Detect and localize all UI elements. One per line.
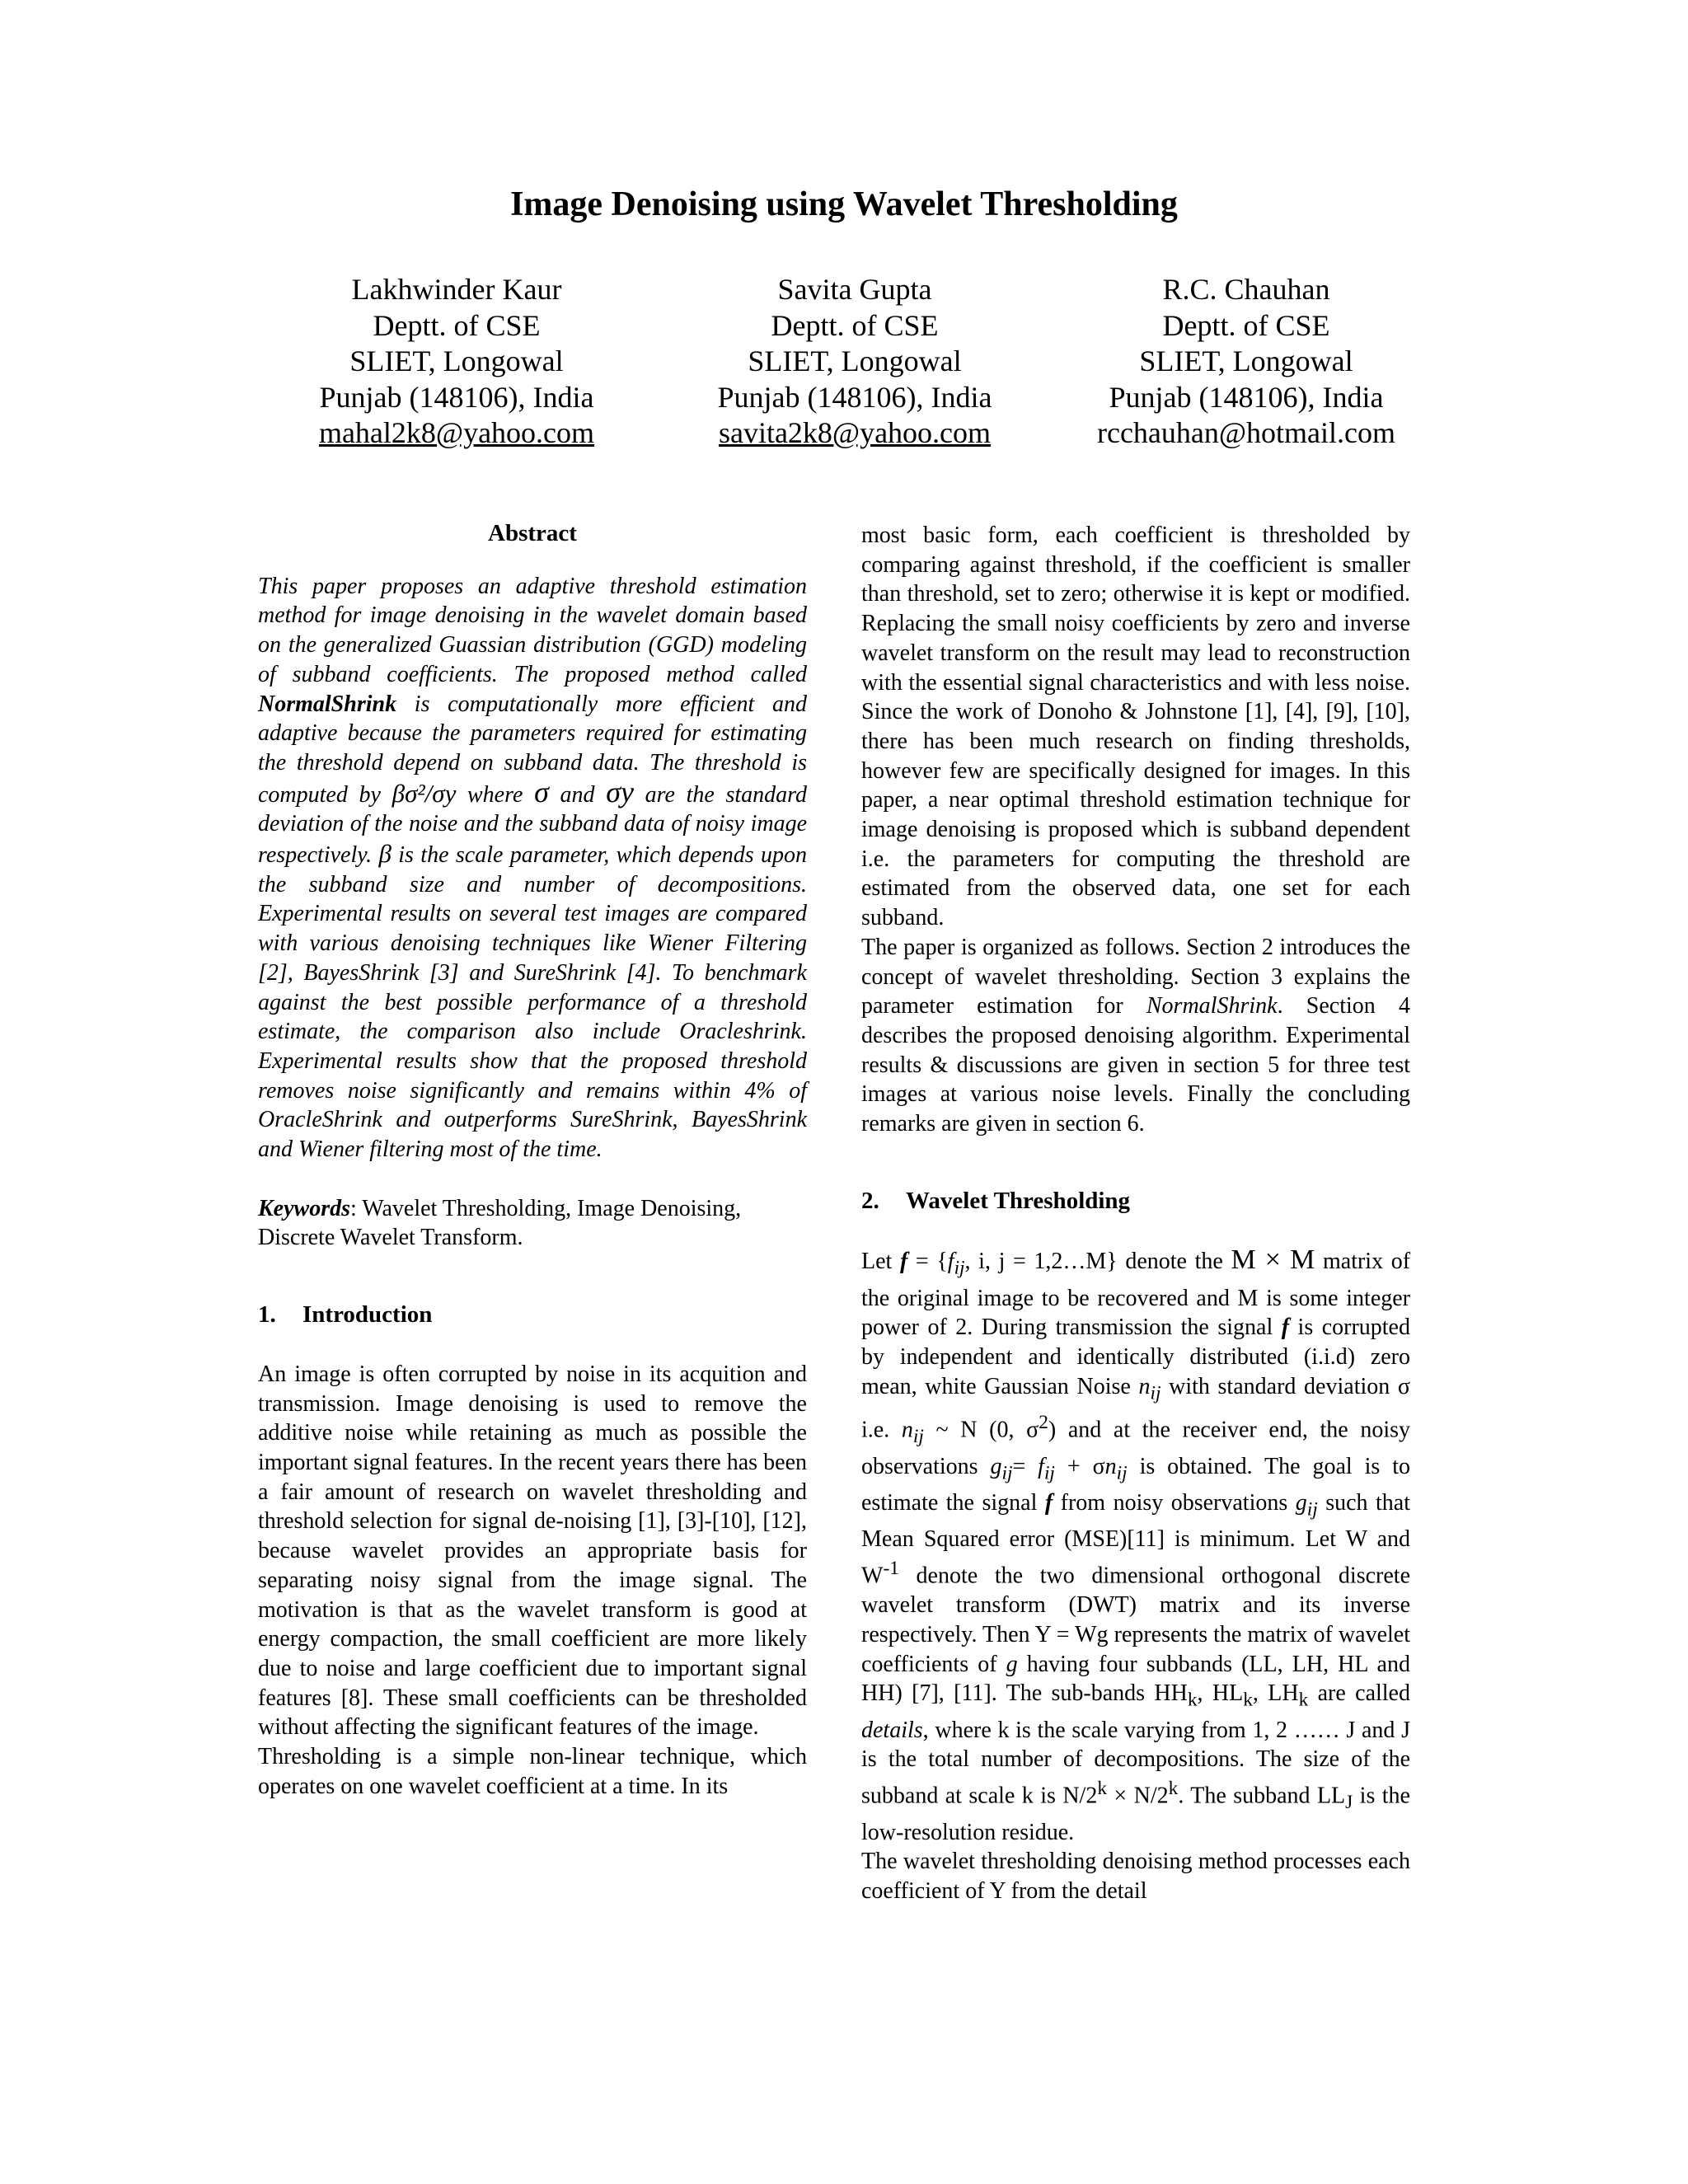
author-dept: Deptt. of CSE	[373, 308, 541, 342]
author-email-link[interactable]: savita2k8@yahoo.com	[718, 416, 992, 449]
author-name: R.C. Chauhan	[1162, 273, 1330, 306]
author-email: rcchauhan@hotmail.com	[1096, 416, 1396, 449]
paper-title: Image Denoising using Wavelet Thresholding	[510, 185, 1178, 223]
method-name: NormalShrink	[258, 691, 397, 717]
abstract-text: This paper proposes an adaptive threshold estimation method for image denoising in the wavelet domain based on the generalized Guassian distribution (GGD) modeling of subband coefficients. The proposed method called NormalShrink is computationally more efficient and adaptive because the parameters required for estimating the threshold depend on subband data. The threshold is computed by βσ²/σy where σ and σy are the standard deviation of the noise and the subband data of noisy image respectively. β is the scale parameter, which depends upon the subband size and number of decompositions. Experimental results on several test images are compared with various denoising techniques like Wiener Filtering [2], BayesShrink [3] and SureShrink [4]. To benchmark against the best possible performance of a threshold estimate, the comparison also include Oracleshrink. Experimental results show that the proposed threshold removes noise significantly and remains within 4% of OracleShrink and outperforms SureShrink, BayesShrink and Wiener filtering most of the time.	[258, 573, 807, 1163]
section-heading-wavelet-thresholding: 2. Wavelet Thresholding	[861, 1187, 1131, 1214]
sigma-symbol: σ	[534, 775, 549, 808]
author-inst: SLIET, Longowal	[349, 344, 564, 377]
author-inst: SLIET, Longowal	[748, 344, 962, 377]
intro-paragraph-2: Thresholding is a simple non-linear technique, which operates on one wavelet coefficient at a time. In its	[258, 1744, 807, 1799]
author-name: Lakhwinder Kaur	[351, 273, 562, 306]
section2-paragraph-2: The wavelet thresholding denoising method processes each coefficient of Y from the detail	[861, 1849, 1410, 1904]
keywords: Keywords: Wavelet Thresholding, Image Denoising, Discrete Wavelet Transform.	[258, 1195, 742, 1251]
right-column	[861, 521, 1410, 1906]
left-column	[258, 519, 807, 1801]
intro-paragraph-1: An image is often corrupted by noise in its acquition and transmission. Image denoising is used to remove the additive noise while retaining as much as possible the important signal features. In the recent years there has been a fair amount of research on wavelet thresholding and threshold selection for signal de-noising [1], [3]-[10], [12], because wavelet provides an appropriate basis for separating noisy signal from the image signal. The motivation is that as the wavelet transform is good at energy compaction, the small coefficient are more likely due to noise and large coefficient due to important signal features [8]. These small coefficients can be thresholded without affecting the significant features of the image.	[258, 1361, 807, 1741]
abstract-heading: Abstract	[488, 520, 577, 546]
author-dept: Deptt. of CSE	[771, 308, 939, 342]
author-location: Punjab (148106), India	[717, 380, 992, 414]
intro-paragraph-2-continued: most basic form, each coefficient is thresholded by comparing against threshold, if the coefficient is smaller than threshold, set to zero; otherwise it is kept or modified. Replacing the small noisy coefficients by zero and inverse wavelet transform on the result may lead to reconstruction with the essential signal characteristics and with less noise. Since the work of Donoho & Johnstone [1], [4], [9], [10], there has been much research on finding thresholds, however few are specifically designed for images. In this paper, a near optimal threshold estimation technique for image denoising is proposed which is subband dependent i.e. the parameters for computing the threshold are estimated from the observed data, one set for each subband.	[861, 523, 1410, 931]
author-location: Punjab (148106), India	[319, 380, 594, 414]
beta-symbol: β	[378, 839, 392, 869]
author-email-link[interactable]: mahal2k8@yahoo.com	[318, 416, 595, 449]
intro-paragraph-3: The paper is organized as follows. Section 2 introduces the concept of wavelet thresholding. Section 3 explains the parameter estimation for NormalShrink. Section 4 describes the proposed denoising algorithm. Experimental results & discussions are given in section 5 for three test images at various noise levels. Finally the concluding remarks are given in section 6.	[861, 934, 1410, 1137]
section-heading-introduction: 1. Introduction	[258, 1301, 433, 1329]
threshold-formula: βσ²/σy	[392, 778, 457, 808]
author-location: Punjab (148106), India	[1109, 380, 1384, 414]
author-dept: Deptt. of CSE	[1162, 308, 1330, 342]
author-name: Savita Gupta	[777, 273, 932, 306]
author-3	[999, 272, 1493, 452]
author-inst: SLIET, Longowal	[1139, 344, 1353, 377]
section2-paragraph-1: Let $f = \{f_{ij}$, i, j = 1,2…M} denote the M × M matrix of the original image to be recovered and M is some integer power of 2. During transmission the signal f is corrupted by independent and identically distributed (i.i.d) zero mean, white Gaussian Noise $n_{ij}$ with standard deviation σ i.e. $n_{ij}$ ~ N (0, $\sigma^2$) and at the receiver end, the noisy observations $g_{ij}= f_{ij} + \sigma n_{ij}$ is obtained. The goal is to estimate the signal f from noisy observations $g_{ij}$ such that Mean Squared error (MSE)[11] is minimum. Let W and $W^{-1}$ denote the two dimensional orthogonal discrete wavelet transform (DWT) matrix and its inverse respectively. Then Y = Wg represents the matrix of wavelet coefficients of g having four subbands (LL, LH, HL and HH) [7], [11]. The sub-bands $HH_k$, $HL_k$, $LH_k$ are called details, where k is the scale varying from 1, 2 …… J and J is the total number of decompositions. The size of the subband at scale k is $N/2^k \times N/2^k$. The subband $LL_J$ is the low-resolution residue.	[861, 1244, 1411, 1845]
sigma-y-symbol: σy	[606, 775, 634, 808]
